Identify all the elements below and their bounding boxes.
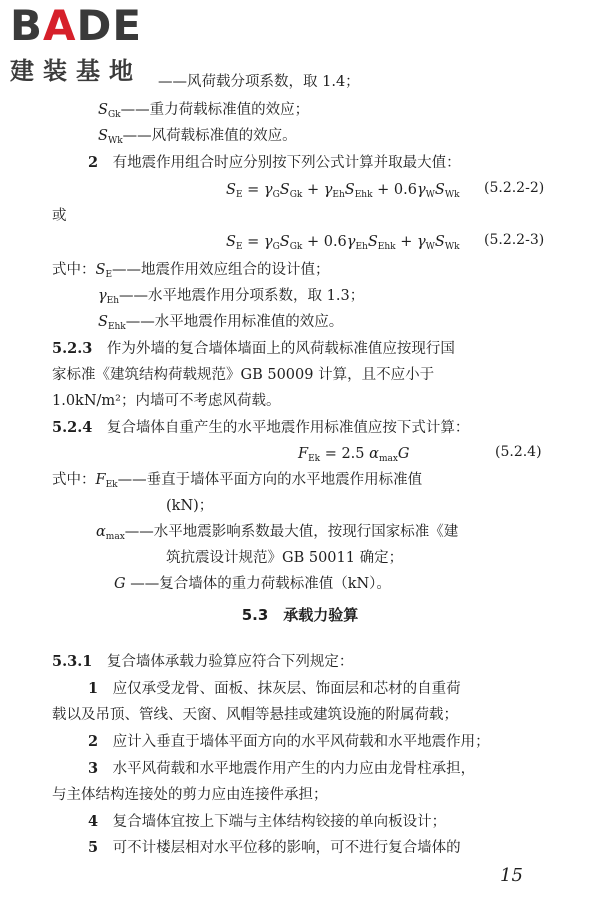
text-line: (kN)； [166, 498, 214, 514]
equation-number: (5.2.4) [495, 444, 542, 460]
text-line: 载以及吊顶、管线、天窗、风帽等悬挂或建筑设施的附属荷载； [52, 707, 458, 723]
equation: $S_E = \gamma_GS_{Gk} + \gamma_{Eh}S_{Ehk} + 0.6\gamma_WS_{Wk}$ [226, 182, 460, 200]
text-line: 1.0kN/m²；内墙可不考虑风荷载。 [52, 393, 281, 409]
symbol-definition: 式中：$F_{Ek}——$垂直于墙体平面方向的水平地震作用标准值 [52, 472, 423, 490]
list-item: 1 应仅承受龙骨、面板、抹灰层、饰面层和芯材的自重荷 [88, 680, 461, 697]
list-item: 3 水平风荷载和水平地震作用产生的内力应由龙骨柱承担， [88, 760, 476, 777]
symbol-definition: $S_{Gk}——$重力荷载标准值的效应； [98, 102, 310, 120]
bade-logo [8, 1, 178, 92]
symbol-definition: $S_{Ehk}——$水平地震作用标准值的效应。 [98, 314, 344, 332]
equation-number: (5.2.2-2) [484, 180, 545, 196]
symbol-definition: $S_{Wk}——$风荷载标准值的效应。 [98, 128, 297, 146]
symbol-definition: $\gamma_{Eh}——$水平地震作用分项系数，取 1.3； [98, 288, 365, 306]
clause: 5.2.4 复合墙体自重产生的水平地震作用标准值应按下式计算： [52, 419, 470, 436]
text-line: 与主体结构连接处的剪力应由连接件承担； [52, 787, 328, 803]
symbol-definition: $\alpha_{max}——$水平地震影响系数最大值，按现行国家标准《建 [96, 524, 459, 542]
text-line: 或 [52, 208, 67, 224]
equation: $F_{Ek} = 2.5$ $\alpha_{max}G$ [298, 446, 410, 464]
list-item: 5 可不计楼层相对水平位移的影响，可不进行复合墙体的 [88, 839, 461, 856]
page-number: 15 [500, 865, 523, 886]
text-line: 筑抗震设计规范》GB 50011 确定； [166, 550, 404, 566]
text-line: ——风荷载分项系数，取 1.4； [158, 74, 360, 90]
text-line: 家标准《建筑结构荷载规范》GB 50009 计算，且不应小于 [52, 367, 435, 383]
list-item: 2 应计入垂直于墙体平面方向的水平风荷载和水平地震作用； [88, 733, 490, 750]
section-heading: 5.3 承载力验算 [241, 606, 359, 624]
logo-subtitle: 建装基地 [10, 57, 142, 85]
list-item: 4 复合墙体宜按上下端与主体结构铰接的单向板设计； [88, 813, 447, 830]
list-item: 2 有地震作用组合时应分别按下列公式计算并取最大值： [88, 154, 461, 171]
logo-wordmark: BADE [10, 1, 143, 50]
symbol-definition: 式中：$S_E——$地震作用效应组合的设计值； [52, 262, 330, 280]
equation-number: (5.2.2-3) [484, 232, 545, 248]
clause: 5.3.1 复合墙体承载力验算应符合下列规定： [52, 653, 354, 670]
symbol-definition: G ——复合墙体的重力荷载标准值（kN）。 [114, 576, 391, 592]
clause: 5.2.3 作为外墙的复合墙体墙面上的风荷载标准值应按现行国 [52, 340, 455, 357]
equation: $S_E = \gamma_GS_{Gk} + 0.6\gamma_{Eh}S_{Ehk} + \gamma_WS_{Wk}$ [226, 234, 460, 252]
